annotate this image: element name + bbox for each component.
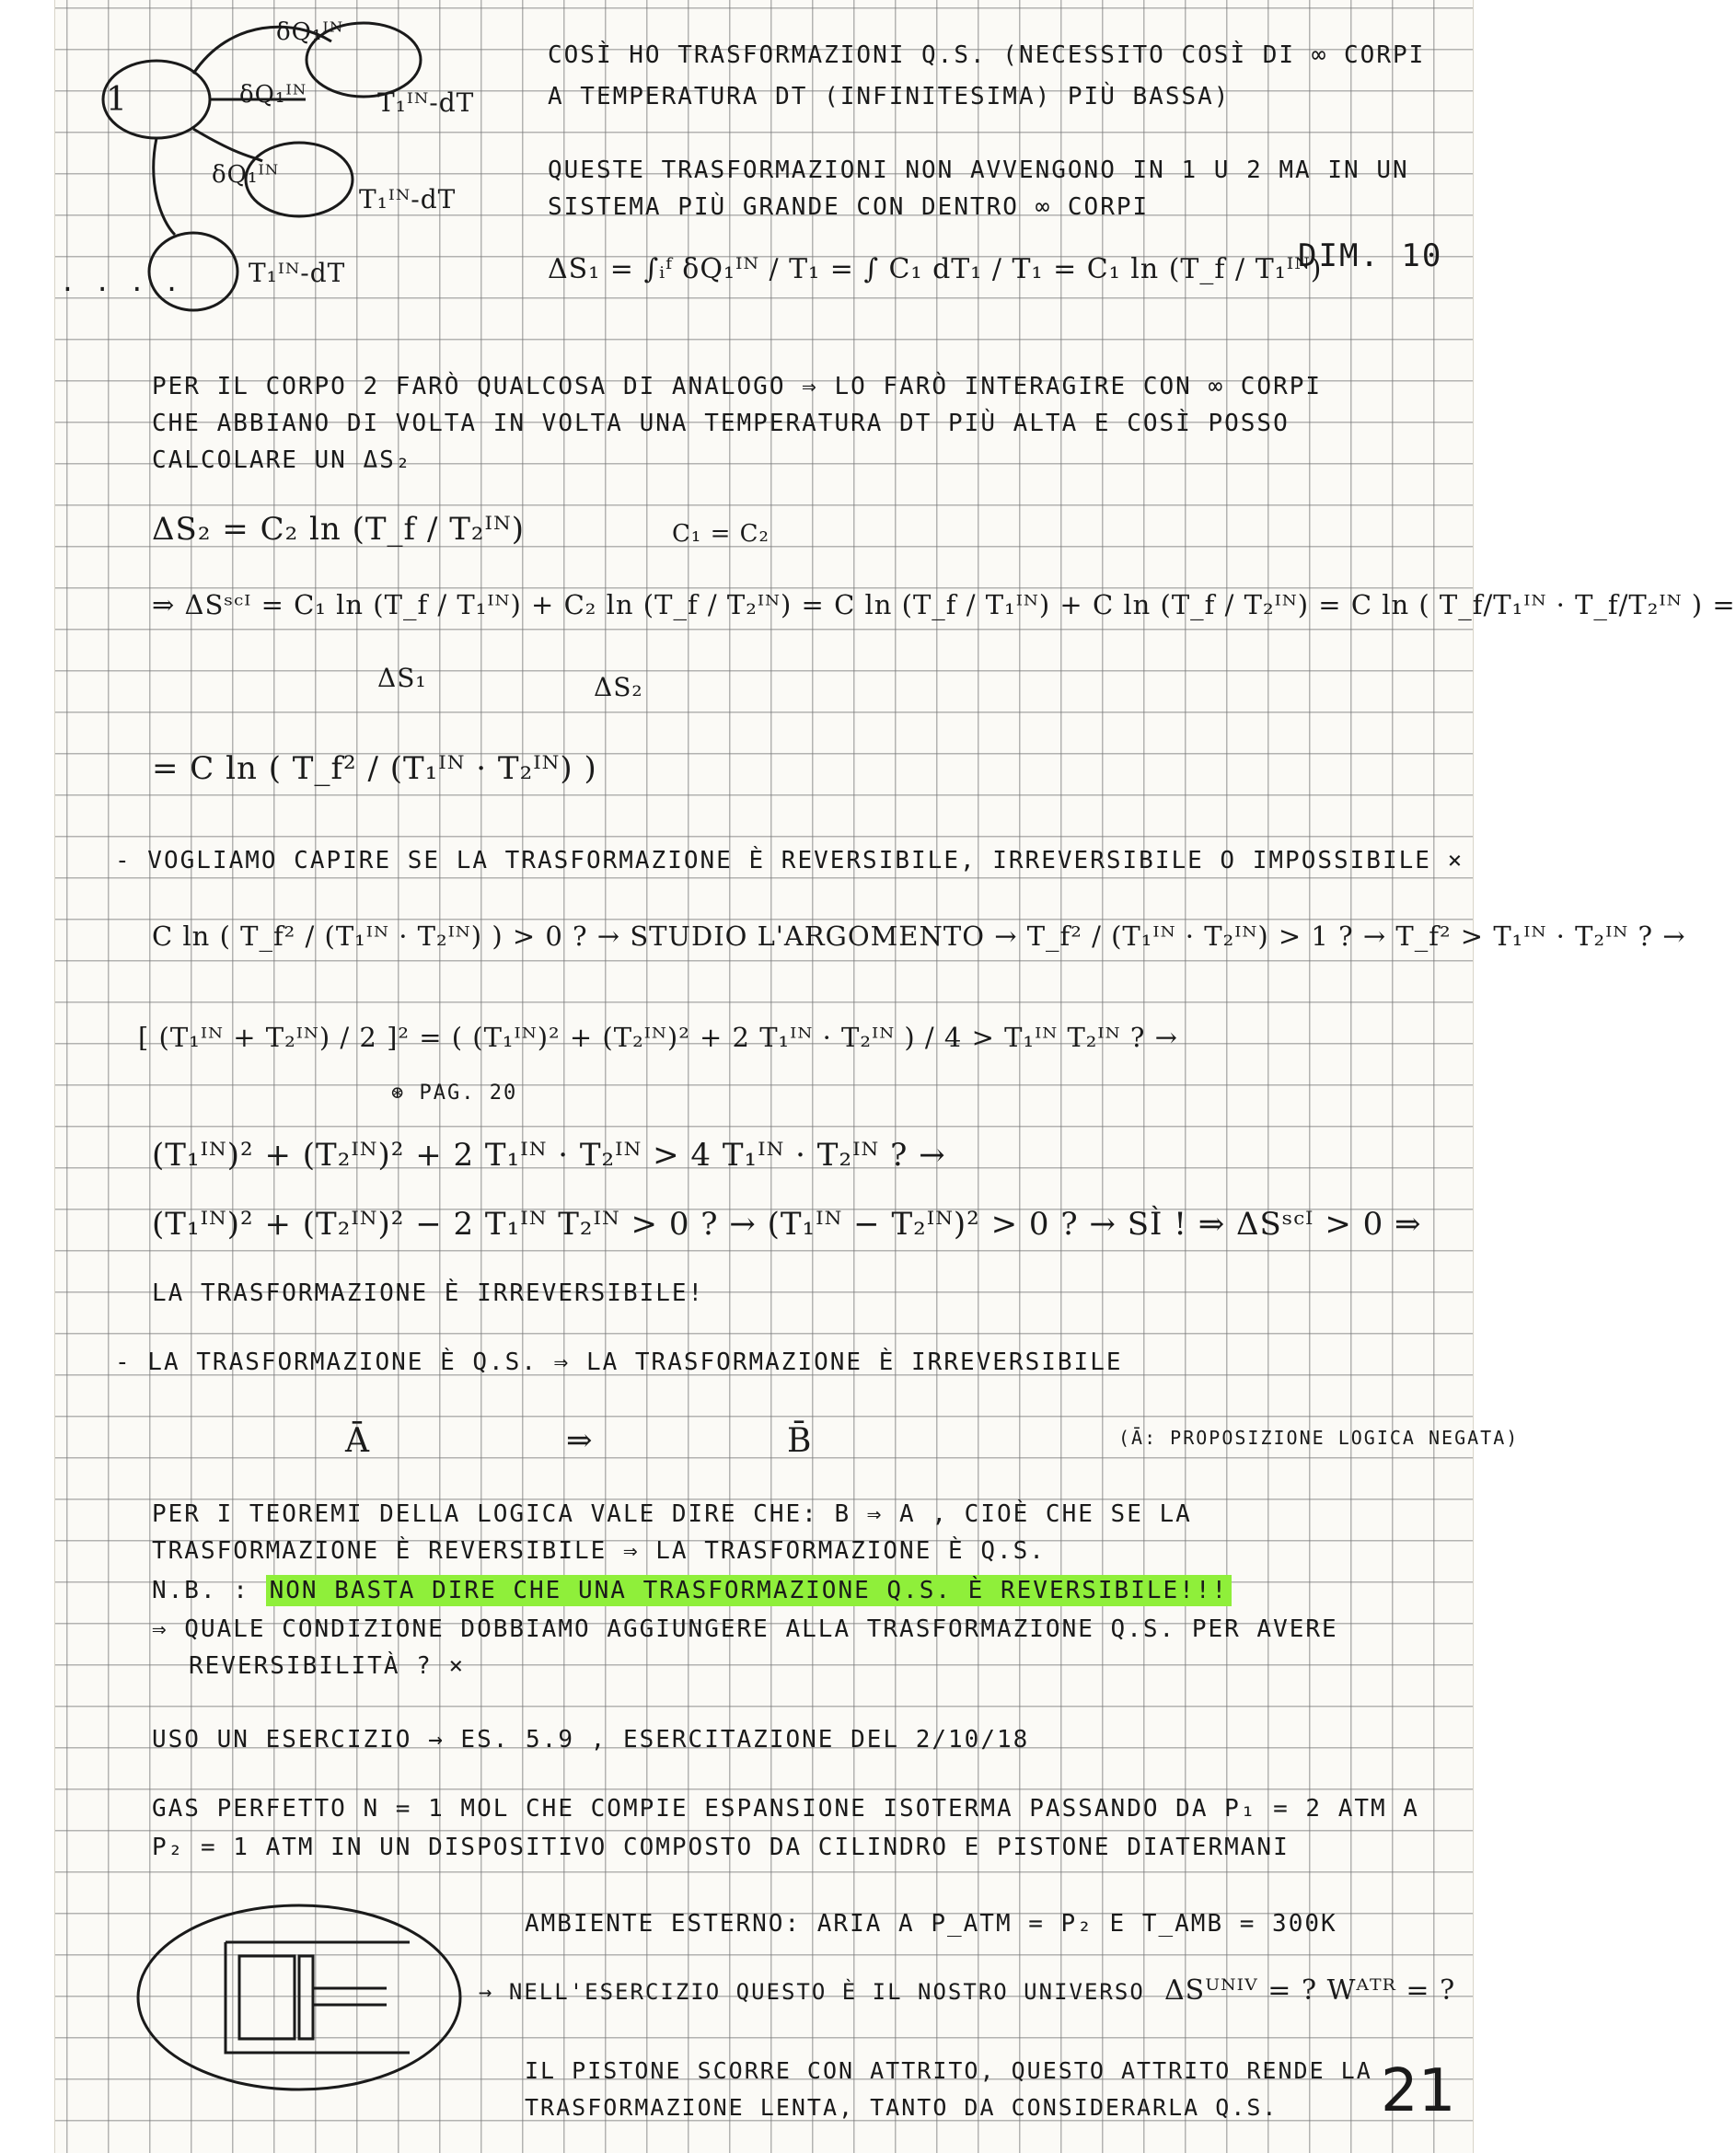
logic-symbol-b: B̄ bbox=[787, 1422, 813, 1460]
body2-line-2: CHE ABBIANO DI VOLTA IN VOLTA UNA TEMPERATURA DT PIÙ ALTA E COSÌ POSSO bbox=[152, 410, 1290, 437]
theorem-line-1: PER I TEOREMI DELLA LOGICA VALE DIRE CHE: B ⇒ A , CIOÈ CHE SE LA bbox=[152, 1500, 1192, 1528]
equation-result: = C ln ( T_f² / (T₁ᴵᴺ · T₂ᴵᴺ) ) bbox=[152, 750, 597, 787]
arrow-to-bottom bbox=[154, 138, 175, 235]
cylinder-sketch bbox=[129, 1896, 497, 2108]
theorem-line-2: TRASFORMAZIONE È REVERSIBILE ⇒ LA TRASFORMAZIONE È Q.S. bbox=[152, 1537, 1046, 1565]
diagram-ellipsis: . . . . bbox=[60, 267, 182, 297]
body2-line-1: PER IL CORPO 2 FARÒ QUALCOSA DI ANALOGO ⇒ LO FARÒ INTERAGIRE CON ∞ CORPI bbox=[152, 373, 1323, 400]
friction-line-2: TRASFORMAZIONE LENTA, TANTO DA CONSIDERARLA Q.S. bbox=[525, 2094, 1279, 2121]
nota-bene-label: N.B. : bbox=[152, 1577, 249, 1604]
question-line: - VOGLIAMO CAPIRE SE LA TRASFORMAZIONE È REVERSIBILE, IRREVERSIBILE O IMPOSSIBILE × bbox=[115, 847, 1464, 874]
gas-line-1: GAS PERFETTO N = 1 MOL CHE COMPIE ESPANSIONE ISOTERMA PASSANDO DA P₁ = 2 ATM A bbox=[152, 1795, 1419, 1823]
condition-line-1: ⇒ QUALE CONDIZIONE DOBBIAMO AGGIUNGERE ALLA TRASFORMAZIONE Q.S. PER AVERE bbox=[152, 1615, 1338, 1643]
exercise-line: USO UN ESERCIZIO → ES. 5.9 , ESERCITAZIONE DEL 2/10/18 bbox=[152, 1726, 1030, 1754]
diagram-dq-label-down: δQ₁ᴵᴺ bbox=[212, 161, 280, 189]
equation-delta-s2: ΔS₂ = C₂ ln (T_f / T₂ᴵᴺ) bbox=[152, 511, 525, 548]
logic-symbol-a: Ā bbox=[345, 1422, 370, 1460]
cylinder-outer-bottom bbox=[226, 1942, 410, 2053]
page-number: 21 bbox=[1381, 2057, 1456, 2125]
logic-line: - LA TRASFORMAZIONE È Q.S. ⇒ LA TRASFORMAZIONE È IRREVERSIBILE bbox=[115, 1349, 1123, 1376]
notebook-page bbox=[55, 0, 1736, 2153]
note-line-2: A TEMPERATURA DT (INFINITESIMA) PIÙ BASSA) bbox=[548, 83, 1231, 110]
note-line-3: QUESTE TRASFORMAZIONI NON AVVENGONO IN 1 U 2 MA IN UN bbox=[548, 156, 1409, 184]
gas-line-2: P₂ = 1 ATM IN UN DISPOSITIVO COMPOSTO DA CILINDRO E PISTONE DIATERMANI bbox=[152, 1834, 1290, 1861]
equation-study: C ln ( T_f² / (T₁ᴵᴺ · T₂ᴵᴺ) ) > 0 ? → STUDIO L'ARGOMENTO → T_f² / (T₁ᴵᴺ · T₂ᴵᴺ) > 1 ? → T_f² > T₁ᴵᴺ · T₂ᴵᴺ ? → bbox=[152, 920, 1686, 952]
dim-tag: DIM. 10 bbox=[1298, 237, 1443, 274]
equation-inequality-2: (T₁ᴵᴺ)² + (T₂ᴵᴺ)² − 2 T₁ᴵᴺ T₂ᴵᴺ > 0 ? → (T₁ᴵᴺ − T₂ᴵᴺ)² > 0 ? → SÌ ! ⇒ ΔSˢᶜᴵ > 0 ⇒ bbox=[152, 1206, 1422, 1243]
diagram-dq-label-top: δQ₁ᴵᴺ bbox=[276, 18, 344, 46]
diagram-temp-label-1: T₁ᴵᴺ-dT bbox=[377, 87, 475, 118]
arrow-to-middle bbox=[193, 129, 262, 161]
equation-inequality-1: (T₁ᴵᴺ)² + (T₂ᴵᴺ)² + 2 T₁ᴵᴺ · T₂ᴵᴺ > 4 T₁ᴵᴺ · T₂ᴵᴺ ? → bbox=[152, 1137, 946, 1174]
ambient-line: AMBIENTE ESTERNO: ARIA A P_ATM = P₂ E T_AMB = 300K bbox=[525, 1910, 1337, 1938]
brace-label-ds2: ΔS₂ bbox=[594, 672, 643, 702]
nota-bene-highlight: NON BASTA DIRE CHE UNA TRASFORMAZIONE Q.S. È REVERSIBILE!!! bbox=[266, 1575, 1233, 1606]
equation-delta-s1: ΔS₁ = ∫ᵢᶠ δQ₁ᴵᴺ / T₁ = ∫ C₁ dT₁ / T₁ = C₁ ln (T_f / T₁ᴵᴺ) bbox=[548, 253, 1323, 285]
diagram-node-label: 1 bbox=[106, 81, 128, 119]
equation-delta-s-sci: ⇒ ΔSˢᶜᴵ = C₁ ln (T_f / T₁ᴵᴺ) + C₂ ln (T_f / T₂ᴵᴺ) = C ln (T_f / T₁ᴵᴺ) + C ln (T_f / T₂ᴵᴺ) = C ln ( T_f/T₁ᴵᴺ · T_f/T₂ᴵᴺ ) = bbox=[152, 589, 1736, 620]
body2-line-3: CALCOLARE UN ΔS₂ bbox=[152, 446, 412, 474]
gas-chamber bbox=[239, 1956, 295, 2039]
note-line-1: COSÌ HO TRASFORMAZIONI Q.S. (NECESSITO COSÌ DI ∞ CORPI bbox=[548, 41, 1426, 69]
condition-line-2: REVERSIBILITÀ ? × bbox=[189, 1652, 466, 1680]
diagram-temp-label-2: T₁ᴵᴺ-dT bbox=[359, 184, 457, 214]
universe-question: ΔSᵁᴺᴵⱽ = ? Wᴬᵀᴿ = ? bbox=[1164, 1974, 1456, 2007]
friction-line-1: IL PISTONE SCORRE CON ATTRITO, QUESTO ATTRITO RENDE LA bbox=[525, 2057, 1372, 2084]
piston-rod bbox=[313, 1988, 387, 2005]
brace-label-ds1: ΔS₁ bbox=[377, 663, 427, 693]
equation-c-equal: C₁ = C₂ bbox=[672, 520, 770, 548]
equation-square: [ (T₁ᴵᴺ + T₂ᴵᴺ) / 2 ]² = ( (T₁ᴵᴺ)² + (T₂ᴵᴺ)² + 2 T₁ᴵᴺ · T₂ᴵᴺ ) / 4 > T₁ᴵᴺ T₂ᴵᴺ ? → bbox=[138, 1022, 1178, 1053]
nota-bene-line bbox=[152, 1577, 1232, 1604]
piston-head bbox=[299, 1956, 313, 2039]
logic-note: (Ā: PROPOSIZIONE LOGICA NEGATA) bbox=[1118, 1427, 1520, 1449]
page-reference: ⊛ PAG. 20 bbox=[391, 1082, 518, 1105]
diagram-dq-label-right: δQ₁ᴵᴺ bbox=[239, 81, 307, 109]
universe-line: → NELL'ESERCIZIO QUESTO È IL NOSTRO UNIVERSO bbox=[479, 1979, 1145, 2005]
note-line-4: SISTEMA PIÙ GRANDE CON DENTRO ∞ CORPI bbox=[548, 193, 1150, 221]
conclusion-line: LA TRASFORMAZIONE È IRREVERSIBILE! bbox=[152, 1279, 705, 1307]
diagram-temp-label-3: T₁ᴵᴺ-dT bbox=[249, 258, 346, 288]
logic-arrow: ⇒ bbox=[566, 1422, 594, 1459]
